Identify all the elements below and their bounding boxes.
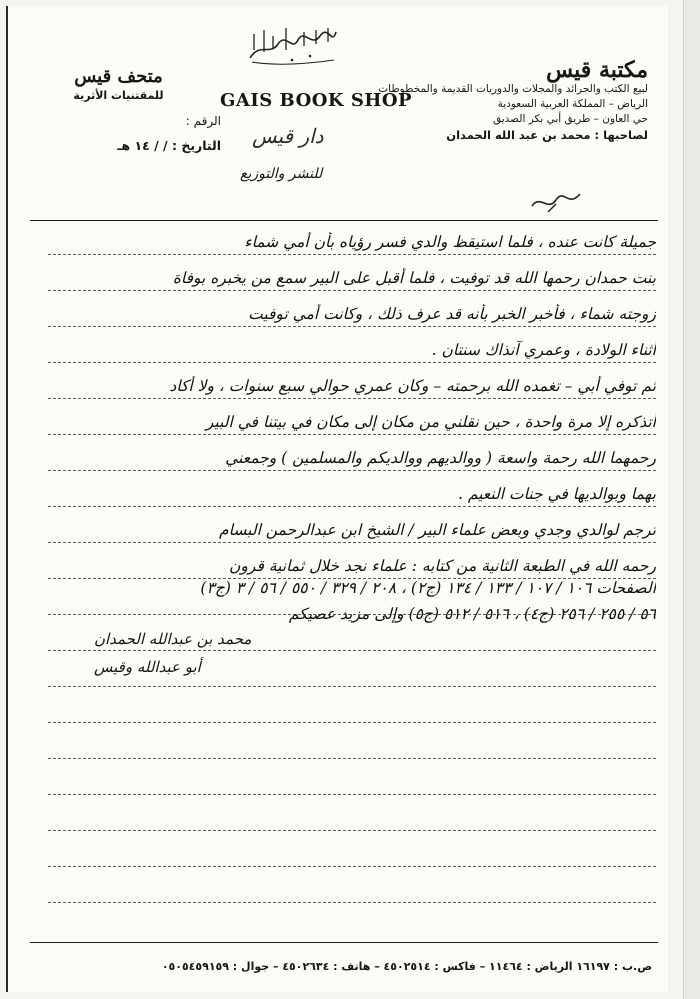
museum-subtitle: للمقتنيات الأثرية — [73, 89, 164, 102]
letter-line: أتذكره إلا مرة واحدة ، حين نقلني من مكان إلى مكان في بيتنا في البير — [205, 413, 656, 431]
ruled-line — [48, 398, 656, 399]
letter-line: أثناء الولادة ، وعمري آنذاك سنتان . — [431, 341, 656, 359]
ruled-line — [48, 686, 656, 687]
ruled-line — [48, 506, 656, 507]
ruled-line — [48, 542, 656, 543]
letter-line: جميلة كانت عنده ، فلما استيقظ والدي فسر رؤياه بأن أمي شماء — [244, 233, 656, 251]
date-label: التاريخ : / / ١٤ هـ — [117, 138, 221, 153]
bismillah-calligraphy — [246, 22, 340, 66]
publisher-tagline: للنشر والتوزيع — [240, 166, 323, 182]
footer-contact: ص.ب : ١٦١٩٧ الرياض : ١١٤٦٤ – فاكس : ٤٥٠٢٥١٤ – هاتف : ٤٥٠٢٦٣٤ – جوال : ٠٥٠٥٤٥٩١٥٩ — [161, 960, 652, 973]
ruled-line — [48, 794, 656, 795]
letter-line: زوجته شماء ، فأخبر الخبر بأنه قد عرف ذلك ، وكانت أمي توفيت — [248, 305, 656, 323]
letter-line: الصفحات ١٠٦ / ١٠٧ / ١٣٣ / ١٣٤ (ج٢) ، ٢٠٨ / ٣٢٩ / ٥٥٠ / ٥٦ / ٣ (ج٣) — [200, 579, 656, 597]
shop-name-english: GAIS BOOK SHOP — [220, 90, 413, 111]
ruled-line — [48, 866, 656, 867]
handwritten-mark — [528, 186, 584, 216]
shop-name-arabic: مكتبة قيس — [546, 57, 648, 83]
address-line-2: حي العاون – طريق أبي بكر الصديق — [492, 113, 648, 125]
publisher-name: دار قيس — [252, 124, 324, 148]
signature-kunya: أبو عبدالله وقيس — [94, 658, 201, 676]
ruled-line — [48, 254, 656, 255]
ruled-line — [48, 758, 656, 759]
ruled-line — [48, 902, 656, 903]
ruled-line — [48, 470, 656, 471]
page-edge — [683, 0, 700, 999]
header-divider — [30, 220, 658, 221]
letter-line: رحمه الله في الطبعة الثانية من كتابه : علماء نجد خلال ثمانية قرون — [229, 557, 656, 575]
shop-owner: لصاحبها : محمد بن عبد الله الحمدان — [446, 128, 648, 142]
letter-line: ثم توفي أبي – تغمده الله برحمته – وكان عمري حوالي سبع سنوات ، ولا أكاد — [169, 377, 656, 395]
letter-line: ترجم لوالدي وجدي وبعض علماء البير / الشيخ ابن عبدالرحمن البسام — [219, 521, 656, 539]
signature-name: محمد بن عبدالله الحمدان — [94, 630, 252, 648]
footer-divider — [30, 942, 658, 943]
ruled-line — [48, 434, 656, 435]
ruled-line — [48, 290, 656, 291]
ruled-line — [48, 362, 656, 363]
shop-tagline: لبيع الكتب والجرائد والمجلات والدوريات القديمة والمخطوطات — [378, 83, 648, 95]
letter-sheet — [6, 6, 668, 992]
ruled-line — [48, 326, 656, 327]
museum-letterhead — [16, 66, 221, 153]
letter-line: بهما وبوالديها في جنات النعيم . — [458, 485, 656, 503]
ruled-line — [48, 722, 656, 723]
museum-name: متحف قيس — [74, 66, 163, 87]
ruled-line — [48, 830, 656, 831]
reference-number-label: الرقم : — [185, 114, 221, 128]
ruled-line — [48, 650, 656, 651]
letter-line: ٥٦ / ٢٥٥ / ٢٥٦ (ج٤) ، ٥١٦ / ٥١٢ (ج٥) وإلى مزيد عصيكم — [288, 605, 656, 623]
letter-line: بنت حمدان رحمها الله قد توفيت ، فلما أقبل على البير سمع من يخبره بوفاة — [172, 269, 656, 287]
address-line-1: الرياض – المملكة العربية السعودية — [497, 98, 648, 110]
letter-line: رحمهما الله رحمة واسعة ( ووالديهم ووالديكم والمسلمين ) وجمعني — [225, 449, 656, 467]
